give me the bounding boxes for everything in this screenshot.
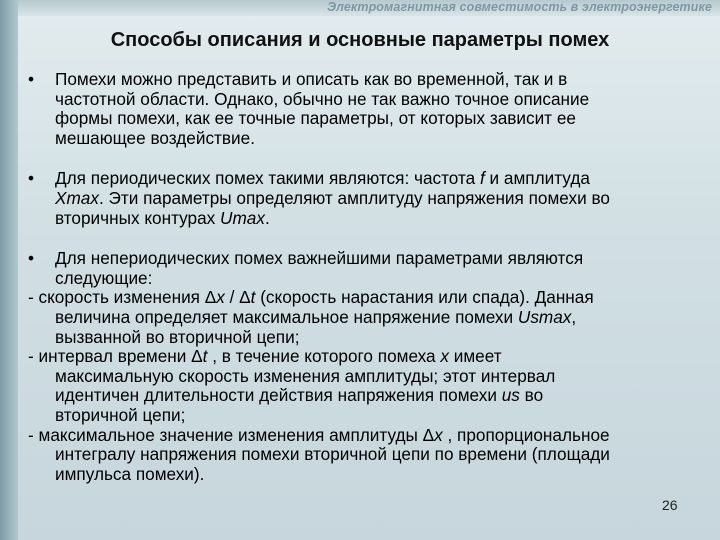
text-run: - интервал времени Δ xyxy=(28,346,203,367)
text-run: величина определяет максимальное напряжение помехи xyxy=(55,306,518,327)
text-run: . Эти параметры определяют амплитуду напряжения помехи во xyxy=(98,187,610,208)
text-run: (скорость нарастания или спада). Данная xyxy=(255,287,594,308)
bullet-2 xyxy=(28,169,712,228)
course-header: Электромагнитная совместимость в электроэнергетике xyxy=(327,0,712,14)
text-run: во xyxy=(519,385,544,406)
page-number: 26 xyxy=(662,497,678,513)
dash-item-3-line-3: импульса помехи). xyxy=(55,463,205,484)
slide-title: Способы описания и основные параметры помех xyxy=(110,29,610,51)
bullet-2-line-3 xyxy=(28,209,712,229)
bullet-1-line-3: формы помехи, как ее точные параметры, от которых зависит ее xyxy=(55,108,576,129)
text-run: , пропорциональное xyxy=(442,424,610,445)
dash-item-1-line-3: вызванной во вторичной цепи; xyxy=(55,326,300,347)
dash-item-3-line-1 xyxy=(28,426,712,446)
bullet-marker: • xyxy=(28,69,35,89)
symbol-t: t xyxy=(202,346,208,367)
bullet-3 xyxy=(28,249,712,484)
text-run: - скорость изменения Δ xyxy=(28,287,217,308)
symbol-usmax: Usmax xyxy=(517,306,572,327)
symbol-t: t xyxy=(250,287,256,308)
text-run: и амплитуда xyxy=(484,168,590,189)
symbol-umax: Umax xyxy=(220,207,265,228)
text-run: / Δ xyxy=(224,287,251,308)
dash-item-2-line-3 xyxy=(28,386,712,406)
dash-item-2-line-2: максимальную скорость изменения амплитуды; этот интервал xyxy=(55,365,556,386)
symbol-f: f xyxy=(479,168,485,189)
bullet-1-line-1: Помехи можно представить и описать как во временной, так и в xyxy=(55,69,568,89)
slide-body xyxy=(28,70,712,505)
dash-item-2-line-1 xyxy=(28,347,712,367)
text-run: , в течение которого помеха xyxy=(207,346,441,367)
text-run: - максимальное значение изменения амплитуды Δ xyxy=(28,424,435,445)
dash-item-1-line-2 xyxy=(28,308,712,328)
bullet-1-line-4: мешающее воздействие. xyxy=(55,127,255,148)
bullet-marker: • xyxy=(28,168,35,189)
bullet-2-line-2 xyxy=(28,189,712,209)
dash-item-1-line-1 xyxy=(28,288,712,308)
symbol-us: us xyxy=(501,385,520,406)
text-run: вторичных контурах xyxy=(55,207,221,228)
symbol-x: x xyxy=(440,346,449,367)
bullet-3-line-1: Для непериодических помех важнейшими параметрами являются xyxy=(55,248,584,269)
symbol-x: x xyxy=(434,424,443,445)
bullet-marker: • xyxy=(28,248,35,269)
bullet-1-line-2: частотной области. Однако, обычно не так важно точное описание xyxy=(55,88,590,109)
text-run: . xyxy=(264,207,270,228)
text-run: имеет xyxy=(448,346,502,367)
dash-item-3-line-2: интегралу напряжения помехи вторичной цепи по времени (площади xyxy=(55,444,610,465)
symbol-x: x xyxy=(216,287,225,308)
bullet-2-line-1 xyxy=(55,169,590,189)
text-run: Для периодических помех такими являются: частота xyxy=(55,168,480,189)
bullet-1 xyxy=(28,70,712,148)
left-decor-bar xyxy=(0,0,18,540)
text-run: , xyxy=(571,306,577,327)
bullet-3-line-2: следующие: xyxy=(55,267,153,288)
text-run: идентичен длительности действия напряжения помехи xyxy=(55,385,502,406)
dash-item-2-line-4: вторичной цепи; xyxy=(55,404,186,425)
symbol-xmax: Xmax xyxy=(55,187,99,208)
